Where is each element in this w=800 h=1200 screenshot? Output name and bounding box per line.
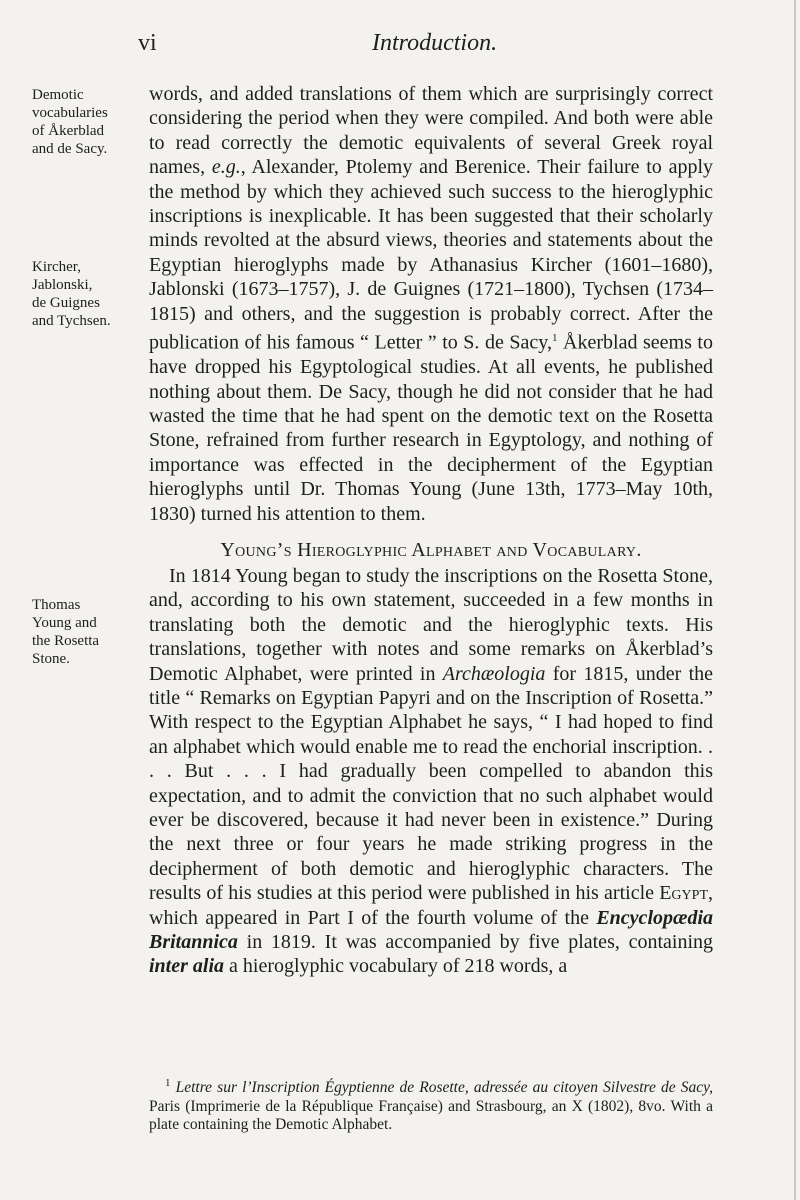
margin-note-kircher: Kircher, Jablonski, de Guignes and Tychsen. xyxy=(32,259,111,329)
running-title: Introduction. xyxy=(372,30,498,56)
body-text xyxy=(149,82,713,979)
footnote-marker: 1 xyxy=(165,1077,171,1089)
margin-note-young: Thomas Young and the Rosetta Stone. xyxy=(32,597,100,667)
page-header xyxy=(0,30,800,70)
page-edge-line xyxy=(794,0,796,1200)
section-heading: Young’s Hieroglyphic Alphabet and Vocabulary. xyxy=(220,538,642,561)
paragraph-2: In 1814 Young began to study the inscriptions on the Rosetta Stone, and, according to his own statement, succeeded in a few months in translating both the demotic and the hieroglyphic texts. His translations, together with notes and some remarks on Åkerblad’s Demotic Alphabet, were printed in Archæologia for 1815, under the title “ Remarks on Egyptian Papyri and on the Inscription of Rosetta.” With respect to the Egyptian Alphabet he says, “ I had hoped to find an alphabet which would enable me to read the enchorial inscription. . . . But . . . I had gradually been compelled to abandon this expectation, and to admit the conviction that no such alphabet would ever be discovered, because it had never been in existence.” During the next three or four years he made striking progress in the decipherment of both demotic and hieroglyphic characters. The results of his studies at this period were published in his article Egypt, which appeared in Part I of the fourth volume of the Encyclopædia Britannica in 1819. It was accompanied by five plates, containing inter alia a hieroglyphic vocabulary of 218 words, a xyxy=(149,564,714,978)
margin-note-demotic: Demotic vocabularies of Åkerblad and de Sacy. xyxy=(32,87,108,157)
footnote-reference: 1 xyxy=(551,332,558,345)
page-number: vi xyxy=(138,30,157,56)
paragraph-1: words, and added translations of them which are surprisingly correct considering the period when they were compiled. And both were able to read correctly the demotic equivalents of several Greek royal names, e.g., Alexander, Ptolemy and Berenice. Their failure to apply the method by which they achieved such success to the hieroglyphic inscriptions is inexplicable. It has been suggested that their scholarly minds revolted at the absurd views, theories and statements about the Egyptian hieroglyphs made by Athanasius Kircher (1601–1680), Jablonski (1673–1757), J. de Guignes (1721–1800), Tychsen (1734–1815) and others, and the suggestion is probably correct. After the publication of his famous “ Letter ” to S. de Sacy,$^1$ Åkerblad seems to have dropped his Egyptological studies. At all events, he published nothing about them. De Sacy, though he did not consider that he had wasted the time that he had spent on the demotic text on the Rosetta Stone, refrained from further research in Egyptology, and nothing of importance was effected in the decipherment of the Egyptian hieroglyphs until Dr. Thomas Young (June 13th, 1773–May 10th, 1830) turned his attention to them. xyxy=(149,83,713,525)
footnote: $^1$ Lettre sur l’Inscription Égyptienne de Rosette, adressée au citoyen Silvestre de Sacy, Paris (Imprimerie de la République Française) and Strasbourg, an X (1802), 8vo. With a plate containing the Demotic Alphabet. xyxy=(149,1077,713,1134)
